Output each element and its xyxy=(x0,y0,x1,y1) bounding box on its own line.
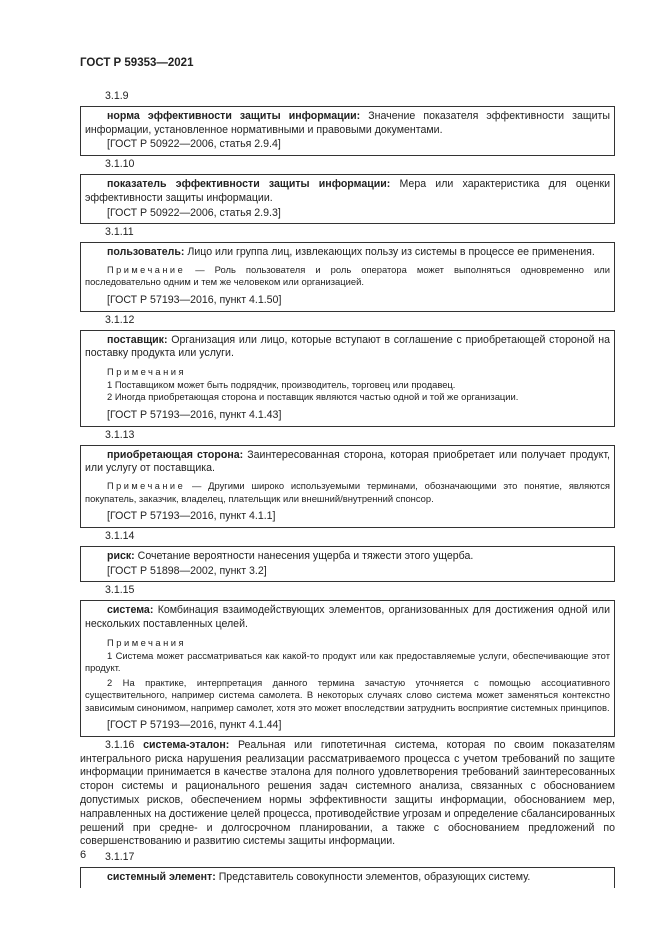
paragraph-3-1-16: 3.1.16 система-эталон: Реальная или гипотетичная система, которая по своим показателям интегрального риска нарушения реализации рассматриваемого процесса с учетом требований по защите информации принимается в качестве эталона для полного удовлетворения требований заинтересованных сторон системы и рационального решения задач системного анализа, связанных с обоснованием допустимых рисков, обеспечением нормы эффективности защиты информации, обоснованием мер, направленных на достижение целей процесса, противодействие угрозам и определение сбалансированных решений при средне- и долгосрочном планировании, а также с обоснованием предложений по совершенствованию и развитию системы защиты информации. xyxy=(80,738,615,848)
definition: пользователь: Лицо или группа лиц, извлекающих пользу из системы в процессе ее применения. xyxy=(107,246,595,259)
term-box xyxy=(80,867,615,888)
notes-label: Примечания xyxy=(107,636,187,648)
definition: приобретающая сторона: Заинтересованная сторона, которая приобретает или получает продукт, или услугу от поставщика. xyxy=(85,448,610,475)
definition: системный элемент: Представитель совокупности элементов, образующих систему. xyxy=(107,870,531,883)
term-box xyxy=(80,174,615,224)
entry-number: 3.1.16 xyxy=(105,738,135,751)
source-reference: [ГОСТ Р 57193—2016, пункт 4.1.44] xyxy=(107,719,282,732)
note: Примечание — Роль пользователя и роль оператора может выполняться одновременно или последовательно одним и тем же человеком или организацией. xyxy=(85,263,610,288)
note-item: 1 Поставщиком может быть подрядчик, производитель, торговец или продавец. xyxy=(107,378,456,390)
term-box xyxy=(80,330,615,427)
source-reference: [ГОСТ Р 57193—2016, пункт 4.1.50] xyxy=(107,293,282,306)
page-number: 6 xyxy=(80,849,87,861)
term-box xyxy=(80,445,615,528)
note: Примечание — Другими широко используемыми терминами, обозначающими это понятие, являются покупатель, заказчик, владелец, плательщик или внешний/внутренний спонсор. xyxy=(85,480,610,504)
note-item: 1 Система может рассматриваться как какой-то продукт или как предоставляемые услуги, обеспечивающие этот продукт. xyxy=(85,649,610,674)
source-reference: [ГОСТ Р 51898—2002, пункт 3.2] xyxy=(107,564,267,577)
term: риск: xyxy=(107,549,135,562)
term-box xyxy=(80,106,615,156)
entry-number: 3.1.14 xyxy=(105,529,135,542)
term: система: xyxy=(107,604,154,617)
term: приобретающая сторона: xyxy=(107,448,244,461)
note-label: Примечание xyxy=(107,264,186,275)
source-reference: [ГОСТ Р 57193—2016, пункт 4.1.43] xyxy=(107,408,282,421)
term: поставщик: xyxy=(107,333,168,346)
term-box xyxy=(80,600,615,737)
term-box xyxy=(80,242,615,312)
term: система-эталон: xyxy=(143,738,230,751)
entry-number: 3.1.15 xyxy=(105,584,135,597)
definition: поставщик: Организация или лицо, которые вступают в соглашение с приобретающей стороной на поставку продукта или услуги. xyxy=(85,333,610,360)
definition: показатель эффективности защиты информации: Мера или характеристика для оценки эффективности защиты информации. xyxy=(85,177,610,204)
source-reference: [ГОСТ Р 50922—2006, статья 2.9.4] xyxy=(107,138,281,151)
entry-number: 3.1.11 xyxy=(105,226,134,239)
entry-number: 3.1.9 xyxy=(105,90,129,102)
entry-number: 3.1.17 xyxy=(105,851,135,864)
note-item: 2 Иногда приобретающая сторона и поставщик являются частью одной и той же организации. xyxy=(107,391,519,403)
term-box xyxy=(80,546,615,583)
note-label: Примечание xyxy=(107,481,186,492)
term: пользователь: xyxy=(107,246,185,259)
definition: система: Комбинация взаимодействующих элементов, организованных для достижения одной или нескольких поставленных целей. xyxy=(85,604,610,630)
definition: норма эффективности защиты информации: Значение показателя эффективности защиты информации, установленное нормативными и правовыми документами. xyxy=(85,109,610,136)
entry-number: 3.1.10 xyxy=(105,158,135,171)
term: системный элемент: xyxy=(107,870,216,883)
entry-number: 3.1.12 xyxy=(105,313,135,326)
notes-label: Примечания xyxy=(107,366,187,378)
source-reference: [ГОСТ Р 50922—2006, статья 2.9.3] xyxy=(107,206,281,219)
entry-number: 3.1.13 xyxy=(105,428,135,441)
document-body xyxy=(80,88,615,888)
term: показатель эффективности защиты информации: xyxy=(107,177,391,190)
term: норма эффективности защиты информации: xyxy=(107,109,361,122)
source-reference: [ГОСТ Р 57193—2016, пункт 4.1.1] xyxy=(107,510,276,523)
definition: риск: Сочетание вероятности нанесения ущерба и тяжести этого ущерба. xyxy=(107,549,474,562)
document-header: ГОСТ Р 59353—2021 xyxy=(80,57,194,69)
note-item: 2 На практике, интерпретация данного термина зачастую уточняется с помощью ассоциативного существительного, например система самолета. В некоторых случаях слово система может заменяться контекстно зависимым синонимом, например самолет, хотя это может впоследствии затруднить восприятие системных принципов. xyxy=(85,676,610,713)
